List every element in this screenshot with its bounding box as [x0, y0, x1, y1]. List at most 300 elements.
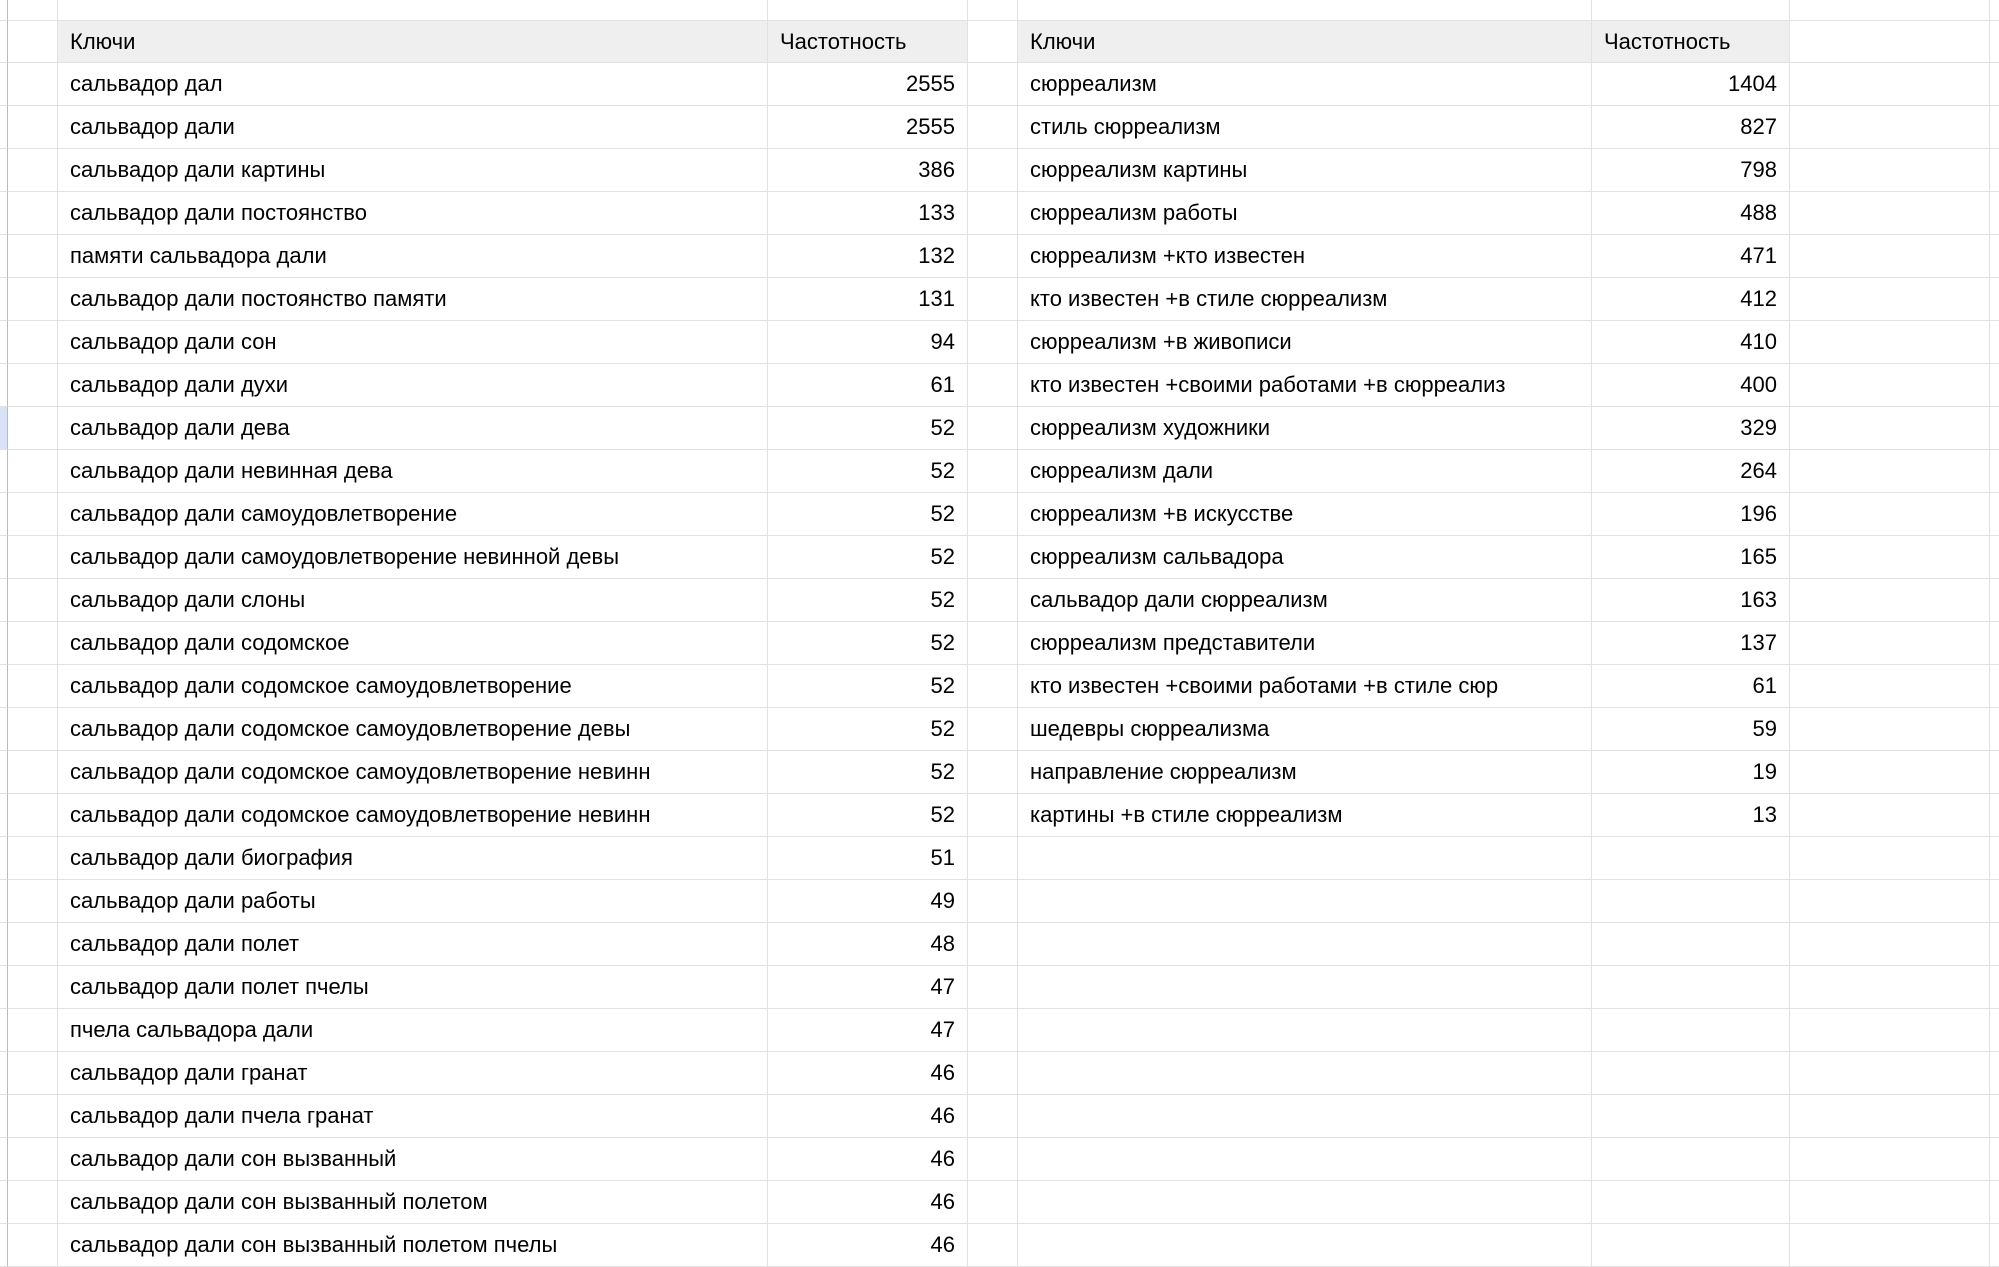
edge-cell[interactable]: [1990, 1138, 1999, 1181]
row-marker-cell[interactable]: [0, 450, 8, 493]
edge-cell[interactable]: [1990, 579, 1999, 622]
row-marker-cell[interactable]: [0, 1095, 8, 1138]
frequency-cell[interactable]: 410: [1592, 321, 1790, 364]
key-cell[interactable]: сальвадор дали духи: [58, 364, 768, 407]
key-cell[interactable]: сюрреализм представители: [1018, 622, 1592, 665]
key-cell[interactable]: [1018, 1181, 1592, 1224]
key-cell[interactable]: [1018, 1224, 1592, 1267]
frequency-cell[interactable]: 46: [768, 1138, 968, 1181]
margin-cell[interactable]: [8, 708, 58, 751]
gap-cell[interactable]: [968, 794, 1018, 837]
frequency-cell[interactable]: 386: [768, 149, 968, 192]
frequency-cell[interactable]: 165: [1592, 536, 1790, 579]
frequency-cell[interactable]: [1592, 0, 1790, 21]
sheet-row: [0, 1224, 1999, 1267]
frequency-cell[interactable]: 49: [768, 880, 968, 923]
key-cell[interactable]: сальвадор дали содомское самоудовлетворение невинн: [58, 751, 768, 794]
margin-cell[interactable]: [8, 63, 58, 106]
frequency-cell[interactable]: [1592, 880, 1790, 923]
gap-cell[interactable]: [968, 493, 1018, 536]
gap-cell[interactable]: [968, 1052, 1018, 1095]
edge-cell[interactable]: [1990, 751, 1999, 794]
margin-cell[interactable]: [8, 278, 58, 321]
key-cell[interactable]: сальвадор дали постоянство памяти: [58, 278, 768, 321]
frequency-cell[interactable]: 798: [1592, 149, 1790, 192]
gap-cell[interactable]: [968, 708, 1018, 751]
margin-cell[interactable]: [8, 450, 58, 493]
sheet-row: [0, 1009, 1999, 1052]
sheet-body: [0, 63, 1999, 1267]
frequency-cell[interactable]: 329: [1592, 407, 1790, 450]
gap-cell[interactable]: [968, 622, 1018, 665]
margin-cell[interactable]: [8, 966, 58, 1009]
frequency-cell[interactable]: 48: [768, 923, 968, 966]
sheet-row: [0, 407, 1999, 450]
edge-cell[interactable]: [1990, 364, 1999, 407]
empty-cell[interactable]: [1790, 1181, 1990, 1224]
key-cell[interactable]: сальвадор дали самоудовлетворение: [58, 493, 768, 536]
frequency-cell[interactable]: 412: [1592, 278, 1790, 321]
gap-cell[interactable]: [968, 106, 1018, 149]
frequency-cell[interactable]: 19: [1592, 751, 1790, 794]
empty-cell[interactable]: [1790, 579, 1990, 622]
edge-cell[interactable]: [1990, 450, 1999, 493]
sheet-row: [0, 837, 1999, 880]
key-cell[interactable]: сальвадор дали дева: [58, 407, 768, 450]
sheet-row: [0, 966, 1999, 1009]
margin-cell[interactable]: [8, 665, 58, 708]
frequency-cell[interactable]: [1592, 923, 1790, 966]
row-marker-cell[interactable]: [0, 1138, 8, 1181]
row-marker-cell[interactable]: [0, 966, 8, 1009]
row-marker-cell[interactable]: [0, 751, 8, 794]
key-cell[interactable]: шедевры сюрреализма: [1018, 708, 1592, 751]
empty-cell[interactable]: [1790, 450, 1990, 493]
key-cell[interactable]: [1018, 1095, 1592, 1138]
empty-cell[interactable]: [1790, 63, 1990, 106]
key-cell[interactable]: сюрреализм +в искусстве: [1018, 493, 1592, 536]
margin-cell[interactable]: [8, 493, 58, 536]
edge-cell[interactable]: [1990, 536, 1999, 579]
key-cell[interactable]: сальвадор дали сон вызванный: [58, 1138, 768, 1181]
sheet-row: [0, 923, 1999, 966]
sheet-row: [0, 450, 1999, 493]
frequency-cell[interactable]: 52: [768, 579, 968, 622]
sheet-row: [0, 493, 1999, 536]
row-marker-cell[interactable]: [0, 364, 8, 407]
frequency-cell[interactable]: [1592, 1181, 1790, 1224]
edge-cell[interactable]: [1990, 149, 1999, 192]
frequency-cell[interactable]: 46: [768, 1224, 968, 1267]
empty-cell[interactable]: [1790, 708, 1990, 751]
empty-cell[interactable]: [1790, 235, 1990, 278]
key-cell[interactable]: сальвадор дали содомское самоудовлетворение: [58, 665, 768, 708]
gap-cell[interactable]: [968, 1095, 1018, 1138]
frequency-cell[interactable]: [1592, 1095, 1790, 1138]
frequency-cell[interactable]: [1592, 1009, 1790, 1052]
frequency-cell[interactable]: 46: [768, 1052, 968, 1095]
edge-cell[interactable]: [1990, 106, 1999, 149]
gap-cell[interactable]: [968, 450, 1018, 493]
key-cell[interactable]: сюрреализм +кто известен: [1018, 235, 1592, 278]
key-cell[interactable]: картины +в стиле сюрреализм: [1018, 794, 1592, 837]
key-cell[interactable]: [1018, 1138, 1592, 1181]
row-marker-cell[interactable]: [0, 794, 8, 837]
edge-cell[interactable]: [1990, 923, 1999, 966]
row-marker-cell[interactable]: [0, 579, 8, 622]
frequency-cell[interactable]: 827: [1592, 106, 1790, 149]
edge-cell[interactable]: [1990, 407, 1999, 450]
frequency-cell[interactable]: 52: [768, 407, 968, 450]
frequency-cell[interactable]: 47: [768, 966, 968, 1009]
key-cell[interactable]: [1018, 923, 1592, 966]
gap-cell[interactable]: [968, 966, 1018, 1009]
margin-cell[interactable]: [8, 1224, 58, 1267]
frequency-cell[interactable]: 52: [768, 622, 968, 665]
row-marker-cell[interactable]: [0, 880, 8, 923]
key-cell[interactable]: сальвадор дали полет: [58, 923, 768, 966]
right-frequency-header-cell[interactable]: Частотность: [1592, 21, 1790, 63]
edge-cell[interactable]: [1990, 794, 1999, 837]
empty-cell[interactable]: [1790, 1095, 1990, 1138]
frequency-cell[interactable]: 46: [768, 1181, 968, 1224]
frequency-cell[interactable]: 400: [1592, 364, 1790, 407]
frequency-cell[interactable]: [1592, 1138, 1790, 1181]
empty-cell[interactable]: [1790, 622, 1990, 665]
edge-cell[interactable]: [1990, 708, 1999, 751]
spacer-row: [0, 0, 1999, 21]
key-cell[interactable]: памяти сальвадора дали: [58, 235, 768, 278]
margin-cell[interactable]: [8, 321, 58, 364]
key-cell[interactable]: направление сюрреализм: [1018, 751, 1592, 794]
edge-cell[interactable]: [1990, 665, 1999, 708]
margin-cell[interactable]: [8, 21, 58, 63]
frequency-cell[interactable]: 52: [768, 450, 968, 493]
gap-cell[interactable]: [968, 21, 1018, 63]
frequency-cell[interactable]: 46: [768, 1095, 968, 1138]
edge-cell[interactable]: [1990, 278, 1999, 321]
frequency-cell[interactable]: 47: [768, 1009, 968, 1052]
key-cell[interactable]: сальвадор дали гранат: [58, 1052, 768, 1095]
frequency-cell[interactable]: 2555: [768, 63, 968, 106]
empty-cell[interactable]: [1790, 536, 1990, 579]
key-cell[interactable]: сюрреализм работы: [1018, 192, 1592, 235]
margin-cell[interactable]: [8, 407, 58, 450]
edge-cell[interactable]: [1990, 1095, 1999, 1138]
edge-cell[interactable]: [1990, 880, 1999, 923]
key-cell[interactable]: сальвадор дали самоудовлетворение невинной девы: [58, 536, 768, 579]
frequency-cell[interactable]: 52: [768, 665, 968, 708]
left-frequency-header-cell[interactable]: Частотность: [768, 21, 968, 63]
margin-cell[interactable]: [8, 751, 58, 794]
key-cell[interactable]: [1018, 837, 1592, 880]
key-cell[interactable]: сальвадор дали сон вызванный полетом пчелы: [58, 1224, 768, 1267]
empty-cell[interactable]: [1790, 880, 1990, 923]
frequency-cell[interactable]: 51: [768, 837, 968, 880]
key-cell[interactable]: сальвадор дали невинная дева: [58, 450, 768, 493]
key-cell[interactable]: сюрреализм сальвадора: [1018, 536, 1592, 579]
margin-cell[interactable]: [8, 794, 58, 837]
edge-cell[interactable]: [1990, 321, 1999, 364]
sheet-row: [0, 794, 1999, 837]
sheet-row: [0, 1095, 1999, 1138]
margin-cell[interactable]: [8, 364, 58, 407]
key-cell[interactable]: кто известен +своими работами +в стиле сюр: [1018, 665, 1592, 708]
sheet-row: [0, 63, 1999, 106]
frequency-cell[interactable]: 52: [768, 493, 968, 536]
margin-cell[interactable]: [8, 235, 58, 278]
frequency-cell[interactable]: [1592, 1224, 1790, 1267]
gap-cell[interactable]: [968, 837, 1018, 880]
frequency-cell[interactable]: 52: [768, 536, 968, 579]
sheet-row: [0, 708, 1999, 751]
empty-cell[interactable]: [1790, 966, 1990, 1009]
frequency-cell[interactable]: 196: [1592, 493, 1790, 536]
edge-cell[interactable]: [1990, 63, 1999, 106]
gap-cell[interactable]: [968, 1009, 1018, 1052]
empty-cell[interactable]: [1790, 106, 1990, 149]
key-cell[interactable]: сальвадор дали сон: [58, 321, 768, 364]
frequency-cell[interactable]: 264: [1592, 450, 1790, 493]
gap-cell[interactable]: [968, 1181, 1018, 1224]
frequency-cell[interactable]: [1592, 966, 1790, 1009]
empty-cell[interactable]: [1790, 1224, 1990, 1267]
margin-cell[interactable]: [8, 837, 58, 880]
key-cell[interactable]: пчела сальвадора дали: [58, 1009, 768, 1052]
edge-cell[interactable]: [1990, 966, 1999, 1009]
row-marker-cell[interactable]: [0, 63, 8, 106]
key-cell[interactable]: сальвадор дали сюрреализм: [1018, 579, 1592, 622]
key-cell[interactable]: [1018, 1052, 1592, 1095]
row-marker-cell[interactable]: [0, 708, 8, 751]
key-cell[interactable]: сюрреализм картины: [1018, 149, 1592, 192]
frequency-cell[interactable]: 488: [1592, 192, 1790, 235]
key-cell[interactable]: [58, 0, 768, 21]
frequency-cell[interactable]: 52: [768, 751, 968, 794]
key-cell[interactable]: сальвадор дал: [58, 63, 768, 106]
row-marker-cell[interactable]: [0, 407, 8, 450]
margin-cell[interactable]: [8, 192, 58, 235]
gap-cell[interactable]: [968, 278, 1018, 321]
key-cell[interactable]: кто известен +в стиле сюрреализм: [1018, 278, 1592, 321]
edge-cell[interactable]: [1990, 1181, 1999, 1224]
key-cell[interactable]: сальвадор дали содомское самоудовлетворение девы: [58, 708, 768, 751]
empty-cell[interactable]: [1790, 192, 1990, 235]
gap-cell[interactable]: [968, 536, 1018, 579]
empty-cell[interactable]: [1790, 1052, 1990, 1095]
gap-cell[interactable]: [968, 407, 1018, 450]
frequency-cell[interactable]: 131: [768, 278, 968, 321]
sheet-row: [0, 880, 1999, 923]
empty-cell[interactable]: [1790, 364, 1990, 407]
margin-cell[interactable]: [8, 622, 58, 665]
margin-cell[interactable]: [8, 1138, 58, 1181]
row-marker-cell[interactable]: [0, 1052, 8, 1095]
key-cell[interactable]: сальвадор дали полет пчелы: [58, 966, 768, 1009]
empty-cell[interactable]: [1790, 149, 1990, 192]
margin-cell[interactable]: [8, 880, 58, 923]
empty-cell[interactable]: [1790, 1009, 1990, 1052]
key-cell[interactable]: сальвадор дали пчела гранат: [58, 1095, 768, 1138]
empty-cell[interactable]: [1790, 665, 1990, 708]
empty-cell[interactable]: [1790, 923, 1990, 966]
frequency-cell[interactable]: 61: [1592, 665, 1790, 708]
frequency-cell[interactable]: 94: [768, 321, 968, 364]
frequency-cell[interactable]: [1592, 1052, 1790, 1095]
gap-cell[interactable]: [968, 63, 1018, 106]
key-cell[interactable]: кто известен +своими работами +в сюрреализ: [1018, 364, 1592, 407]
empty-cell[interactable]: [1790, 1138, 1990, 1181]
gap-cell[interactable]: [968, 364, 1018, 407]
key-cell[interactable]: [1018, 1009, 1592, 1052]
gap-cell[interactable]: [968, 1224, 1018, 1267]
frequency-cell[interactable]: 2555: [768, 106, 968, 149]
gap-cell[interactable]: [968, 923, 1018, 966]
key-cell[interactable]: сюрреализм: [1018, 63, 1592, 106]
sheet-row: [0, 192, 1999, 235]
margin-cell[interactable]: [8, 149, 58, 192]
gap-cell[interactable]: [968, 321, 1018, 364]
edge-cell[interactable]: [1990, 0, 1999, 21]
row-marker-cell[interactable]: [0, 1009, 8, 1052]
header-row: [0, 21, 1999, 63]
row-marker-cell[interactable]: [0, 192, 8, 235]
frequency-cell[interactable]: 163: [1592, 579, 1790, 622]
sheet-row: [0, 1181, 1999, 1224]
row-marker-cell[interactable]: [0, 235, 8, 278]
frequency-cell[interactable]: 13: [1592, 794, 1790, 837]
row-marker-cell[interactable]: [0, 493, 8, 536]
edge-cell[interactable]: [1990, 1009, 1999, 1052]
gap-cell[interactable]: [968, 579, 1018, 622]
gap-cell[interactable]: [968, 880, 1018, 923]
edge-cell[interactable]: [1990, 235, 1999, 278]
right-keys-header-cell[interactable]: Ключи: [1018, 21, 1592, 63]
row-marker-cell[interactable]: [0, 1181, 8, 1224]
empty-cell[interactable]: [1790, 837, 1990, 880]
key-cell[interactable]: сальвадор дали слоны: [58, 579, 768, 622]
row-marker-cell[interactable]: [0, 0, 8, 21]
frequency-cell[interactable]: 52: [768, 794, 968, 837]
row-marker-cell[interactable]: [0, 665, 8, 708]
sheet-row: [0, 622, 1999, 665]
row-marker-cell[interactable]: [0, 21, 8, 63]
key-cell[interactable]: [1018, 880, 1592, 923]
row-marker-cell[interactable]: [0, 1224, 8, 1267]
margin-cell[interactable]: [8, 1009, 58, 1052]
row-marker-cell[interactable]: [0, 106, 8, 149]
edge-cell[interactable]: [1990, 21, 1999, 63]
margin-cell[interactable]: [8, 1052, 58, 1095]
frequency-cell[interactable]: 1404: [1592, 63, 1790, 106]
sheet-row: [0, 665, 1999, 708]
row-marker-cell[interactable]: [0, 321, 8, 364]
margin-cell[interactable]: [8, 536, 58, 579]
frequency-cell[interactable]: [1592, 837, 1790, 880]
gap-cell[interactable]: [968, 192, 1018, 235]
margin-cell[interactable]: [8, 106, 58, 149]
key-cell[interactable]: сальвадор дали работы: [58, 880, 768, 923]
empty-cell[interactable]: [1790, 794, 1990, 837]
sheet-row: [0, 106, 1999, 149]
frequency-cell[interactable]: 137: [1592, 622, 1790, 665]
sheet-row: [0, 235, 1999, 278]
row-marker-cell[interactable]: [0, 536, 8, 579]
frequency-cell[interactable]: [768, 0, 968, 21]
key-cell[interactable]: сюрреализм дали: [1018, 450, 1592, 493]
margin-cell[interactable]: [8, 1095, 58, 1138]
frequency-cell[interactable]: 52: [768, 708, 968, 751]
key-cell[interactable]: сальвадор дали: [58, 106, 768, 149]
margin-cell[interactable]: [8, 579, 58, 622]
frequency-cell[interactable]: 471: [1592, 235, 1790, 278]
frequency-cell[interactable]: 133: [768, 192, 968, 235]
left-keys-header-cell[interactable]: Ключи: [58, 21, 768, 63]
empty-cell[interactable]: [1790, 493, 1990, 536]
edge-cell[interactable]: [1990, 493, 1999, 536]
key-cell[interactable]: сальвадор дали картины: [58, 149, 768, 192]
sheet-row: [0, 321, 1999, 364]
row-marker-cell[interactable]: [0, 622, 8, 665]
sheet-row: [0, 1052, 1999, 1095]
frequency-cell[interactable]: 132: [768, 235, 968, 278]
key-cell[interactable]: сальвадор дали сон вызванный полетом: [58, 1181, 768, 1224]
key-cell[interactable]: сальвадор дали содомское: [58, 622, 768, 665]
gap-cell[interactable]: [968, 149, 1018, 192]
row-marker-cell[interactable]: [0, 923, 8, 966]
key-cell[interactable]: [1018, 0, 1592, 21]
margin-cell[interactable]: [8, 1181, 58, 1224]
empty-cell[interactable]: [1790, 751, 1990, 794]
sheet-row: [0, 278, 1999, 321]
edge-cell[interactable]: [1990, 622, 1999, 665]
frequency-cell[interactable]: 61: [768, 364, 968, 407]
gap-cell[interactable]: [968, 0, 1018, 21]
sheet-row: [0, 149, 1999, 192]
key-cell[interactable]: сюрреализм художники: [1018, 407, 1592, 450]
margin-cell[interactable]: [8, 923, 58, 966]
row-marker-cell[interactable]: [0, 837, 8, 880]
key-cell[interactable]: [1018, 966, 1592, 1009]
gap-cell[interactable]: [968, 751, 1018, 794]
empty-cell[interactable]: [1790, 407, 1990, 450]
empty-cell[interactable]: [1790, 278, 1990, 321]
edge-cell[interactable]: [1990, 192, 1999, 235]
empty-cell[interactable]: [1790, 0, 1990, 21]
empty-cell[interactable]: [1790, 321, 1990, 364]
row-marker-cell[interactable]: [0, 278, 8, 321]
row-marker-cell[interactable]: [0, 149, 8, 192]
gap-cell[interactable]: [968, 235, 1018, 278]
sheet-row: [0, 536, 1999, 579]
edge-cell[interactable]: [1990, 1224, 1999, 1267]
sheet-row: [0, 364, 1999, 407]
edge-cell[interactable]: [1990, 837, 1999, 880]
edge-cell[interactable]: [1990, 1052, 1999, 1095]
sheet-row: [0, 751, 1999, 794]
key-cell[interactable]: стиль сюрреализм: [1018, 106, 1592, 149]
sheet-row: [0, 1138, 1999, 1181]
margin-cell[interactable]: [8, 0, 58, 21]
key-cell[interactable]: сальвадор дали содомское самоудовлетворение невинн: [58, 794, 768, 837]
gap-cell[interactable]: [968, 1138, 1018, 1181]
frequency-cell[interactable]: 59: [1592, 708, 1790, 751]
key-cell[interactable]: сальвадор дали биография: [58, 837, 768, 880]
key-cell[interactable]: сальвадор дали постоянство: [58, 192, 768, 235]
empty-cell[interactable]: [1790, 21, 1990, 63]
gap-cell[interactable]: [968, 665, 1018, 708]
key-cell[interactable]: сюрреализм +в живописи: [1018, 321, 1592, 364]
